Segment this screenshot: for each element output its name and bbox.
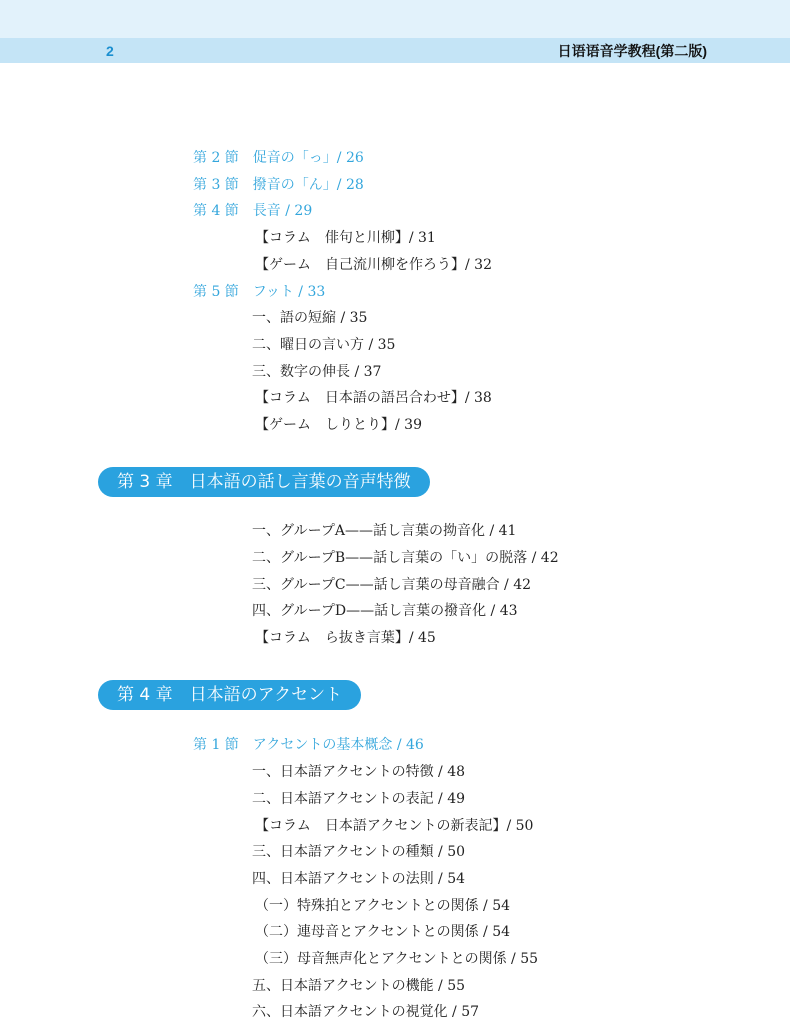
toc-section-entry: 第 5 節 フット / 33: [193, 284, 326, 300]
toc-item-entry: 六、日本語アクセントの視覚化 / 57: [252, 1004, 480, 1020]
toc-column-entry: 【コラム ら抜き言葉】/ 45: [255, 630, 436, 646]
toc-subitem-entry: （三）母音無声化とアクセントとの関係 / 55: [255, 951, 539, 967]
chapter-3-heading: 第 3 章 日本語の話し言葉の音声特徴: [98, 467, 430, 497]
toc-game-entry: 【ゲーム しりとり】/ 39: [255, 417, 422, 433]
toc-section-entry: 第 2 節 促音の「っ」/ 26: [193, 150, 364, 166]
toc-item-entry: 五、日本語アクセントの機能 / 55: [252, 978, 466, 994]
book-title: 日语语音学教程(第二版): [557, 43, 707, 59]
toc-item-entry: 一、語の短縮 / 35: [252, 310, 368, 326]
toc-item-entry: 二、曜日の言い方 / 35: [252, 337, 396, 353]
chapter-4-heading: 第 4 章 日本語のアクセント: [98, 680, 361, 710]
toc-item-entry: 三、グループC——話し言葉の母音融合 / 42: [252, 577, 532, 593]
toc-item-entry: 四、グループD——話し言葉の撥音化 / 43: [252, 603, 518, 619]
toc-item-entry: 一、日本語アクセントの特徴 / 48: [252, 764, 466, 780]
toc-item-entry: 三、日本語アクセントの種類 / 50: [252, 844, 466, 860]
toc-item-entry: 三、数字の伸長 / 37: [252, 364, 382, 380]
toc-item-entry: 四、日本語アクセントの法則 / 54: [252, 871, 466, 887]
toc-column-entry: 【コラム 日本語の語呂合わせ】/ 38: [255, 390, 492, 406]
toc-item-entry: 二、グループB——話し言葉の「い」の脱落 / 42: [252, 550, 559, 566]
toc-section-entry: 第 1 節 アクセントの基本概念 / 46: [193, 737, 424, 753]
header-top-strip: [0, 0, 790, 38]
toc-subitem-entry: （二）連母音とアクセントとの関係 / 54: [255, 924, 511, 940]
page-number: 2: [106, 43, 114, 59]
toc-column-entry: 【コラム 俳句と川柳】/ 31: [255, 230, 436, 246]
toc-section-entry: 第 3 節 撥音の「ん」/ 28: [193, 177, 364, 193]
toc-game-entry: 【ゲーム 自己流川柳を作ろう】/ 32: [255, 257, 492, 273]
toc-subitem-entry: （一）特殊拍とアクセントとの関係 / 54: [255, 898, 511, 914]
toc-section-entry: 第 4 節 長音 / 29: [193, 203, 313, 219]
toc-column-entry: 【コラム 日本語アクセントの新表記】/ 50: [255, 818, 534, 834]
toc-item-entry: 二、日本語アクセントの表記 / 49: [252, 791, 466, 807]
toc-item-entry: 一、グループA——話し言葉の拗音化 / 41: [252, 523, 517, 539]
